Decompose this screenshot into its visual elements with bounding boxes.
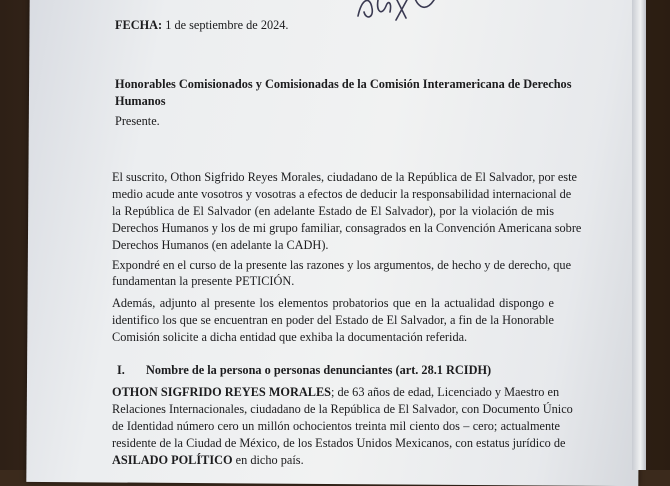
paragraph-1-line: la República de El Salvador (en adelante Estado de El Salvador), por la violación de mis: [112, 204, 554, 218]
paragraph-1-line: El suscrito, Othon Sigfrido Reyes Morales, ciudadano de la República de El Salvador, por este: [112, 170, 577, 184]
section-1-line: de Identidad número cero un millón ochocientos treinta mil ciento dos – cero; actualmente: [112, 419, 560, 433]
section-title: Nombre de la persona o personas denunciantes (art. 28.1 RCIDH): [146, 363, 492, 377]
paragraph-1-line: medio acude ante vosotros y vosotras a efectos de deducir la responsabilidad internacional de: [112, 187, 572, 201]
paragraph-3-line: Comisión solicite a dicha entidad que exhiba la documentación referida.: [112, 330, 468, 344]
section-number: I.: [117, 363, 125, 377]
paragraph-1-line: Derechos Humanos (en adelante la CADH).: [112, 238, 329, 252]
date-value: 1 de septiembre de 2024.: [162, 18, 289, 32]
section-1-line: residente de la Ciudad de México, de los Estados Unidos Mexicanos, con estatus jurídico de: [112, 436, 566, 450]
paragraph-2-line: Expondré en el curso de la presente las razones y los argumentos, de hecho y de derecho, que: [112, 258, 572, 272]
date-line: [115, 17, 289, 34]
section-1-line: ASILADO POLÍTICO en dicho país.: [112, 453, 304, 467]
paragraph-3-line: identifico los que se encuentran en poder del Estado de El Salvador, a fin de la Honorable: [112, 313, 554, 327]
paragraph-2-line: fundamentan la presente PETICIÓN.: [112, 274, 295, 288]
date-label: FECHA:: [115, 18, 163, 32]
section-1-line: OTHON SIGFRIDO REYES MORALES; de 63 años de edad, Licenciado y Maestro en: [112, 385, 560, 399]
petitioner-name: OTHON SIGFRIDO REYES MORALES: [112, 385, 331, 399]
paragraph-1-line: Derechos Humanos y los de mi grupo familiar, consagrados en la Convención Americana sobre: [112, 221, 582, 235]
asylum-status: ASILADO POLÍTICO: [112, 453, 233, 467]
addressee-line-2: Humanos: [115, 94, 166, 108]
paragraph-3-line: Además, adjunto al presente los elementos probatorios que en la actualidad dispongo e: [112, 296, 554, 310]
presente: Presente.: [115, 114, 160, 128]
addressee-line-1: Honorables Comisionados y Comisionadas de la Comisión Interamericana de Derechos: [115, 77, 572, 91]
section-1-line: Relaciones Internacionales, ciudadano de la República de El Salvador, con Documento Único: [112, 402, 573, 416]
